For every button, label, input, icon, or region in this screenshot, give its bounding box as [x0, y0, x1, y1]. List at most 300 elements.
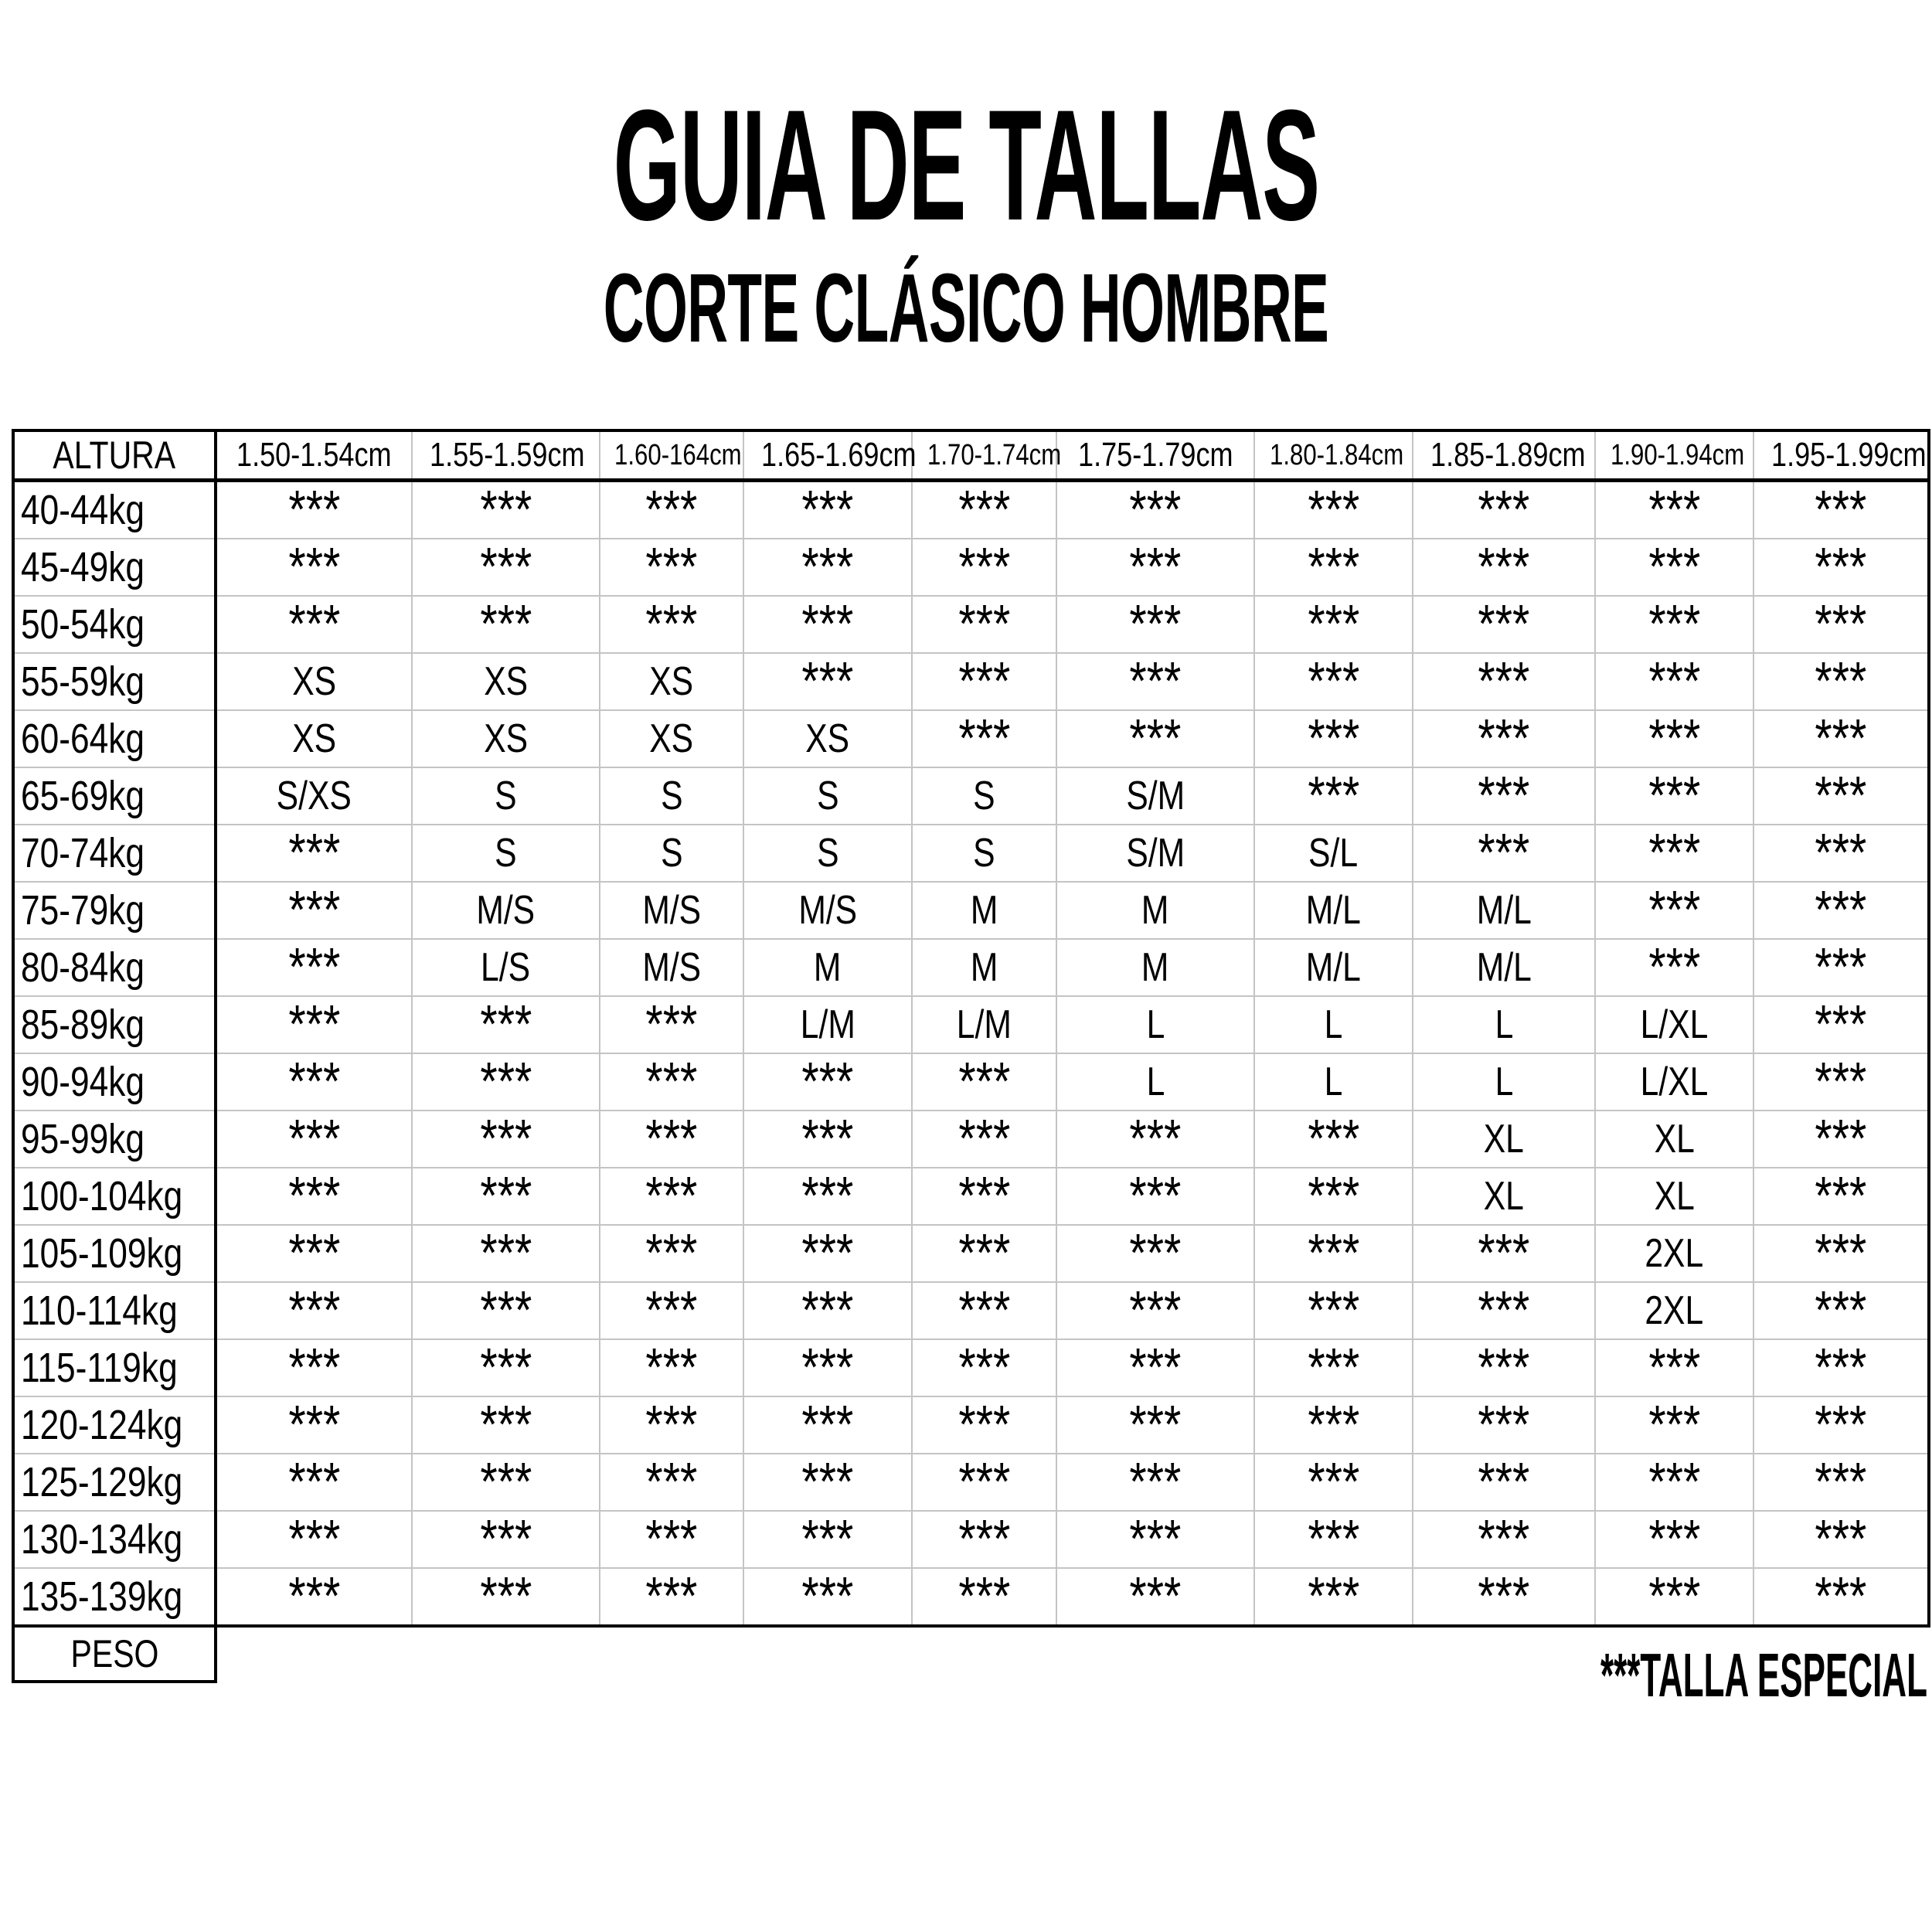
table-row [13, 1568, 1929, 1626]
special-size-marker: *** [1815, 708, 1867, 768]
table-row [13, 653, 1929, 710]
size-cell [1753, 939, 1929, 996]
weight-label: 55-59kg [21, 658, 145, 705]
size-cell [1254, 536, 1413, 597]
size-value: L/XL [1640, 1002, 1709, 1047]
special-size-marker: *** [1648, 1566, 1701, 1626]
size-cell [912, 1225, 1056, 1282]
size-value: XS [292, 716, 336, 761]
size-cell [216, 1568, 412, 1626]
special-size-marker: *** [1478, 1337, 1530, 1397]
special-size-marker: *** [1815, 1051, 1867, 1111]
size-cell [743, 1053, 912, 1111]
size-value: S [973, 831, 995, 876]
special-size-marker: *** [645, 1509, 698, 1569]
size-cell [1413, 822, 1595, 883]
special-size-marker: *** [479, 1509, 532, 1569]
table-row [13, 710, 1929, 767]
size-cell [1056, 939, 1254, 996]
size-cell [1595, 710, 1753, 767]
size-cell [1056, 882, 1254, 939]
weight-label: 110-114kg [21, 1287, 178, 1334]
size-value: M [814, 945, 842, 990]
height-header-label: 1.50-1.54cm [236, 436, 392, 474]
special-size-marker: *** [1307, 1223, 1360, 1283]
size-cell [1413, 1111, 1595, 1168]
size-cell [412, 1339, 600, 1396]
special-size-marker: *** [1129, 1394, 1182, 1454]
special-size-marker: *** [645, 1394, 698, 1454]
size-value: XL [1654, 1174, 1695, 1219]
size-cell [1753, 536, 1929, 597]
size-value: XS [484, 716, 528, 761]
size-cell [1595, 939, 1753, 996]
special-size-marker: *** [1815, 479, 1867, 539]
size-cell [600, 653, 743, 710]
size-cell [743, 1165, 912, 1226]
weight-row-header [13, 1111, 216, 1168]
special-size-marker: *** [957, 1051, 1011, 1111]
special-size-marker: *** [479, 994, 532, 1054]
special-size-marker: *** [1478, 708, 1530, 768]
special-size-marker: *** [479, 1451, 532, 1512]
size-value: XS [805, 716, 850, 761]
size-cell [1413, 596, 1595, 653]
height-header [1753, 430, 1929, 481]
size-cell [600, 1568, 743, 1626]
weight-row-header [13, 825, 216, 882]
size-cell [1254, 1053, 1413, 1111]
special-size-marker: *** [479, 536, 532, 597]
size-cell [1595, 1111, 1753, 1168]
weight-label: 120-124kg [21, 1402, 183, 1448]
size-cell [1595, 481, 1753, 539]
weight-label: 75-79kg [21, 887, 145, 934]
weight-label: 130-134kg [21, 1516, 183, 1563]
height-header-label: 1.95-1.99cm [1771, 436, 1927, 474]
special-size-marker: *** [1129, 1223, 1182, 1283]
special-size-marker: *** [479, 1108, 532, 1168]
size-cell [1056, 1225, 1254, 1282]
height-header-label: 1.85-1.89cm [1430, 436, 1586, 474]
special-size-marker: *** [957, 1165, 1011, 1226]
size-cell [216, 1511, 412, 1568]
size-cell [1753, 1451, 1929, 1512]
size-cell [1056, 767, 1254, 825]
size-value: S/M [1126, 774, 1185, 818]
height-header [912, 430, 1062, 481]
special-size-marker: *** [287, 1566, 341, 1626]
size-value: L [1495, 1002, 1513, 1047]
size-cell [412, 481, 600, 539]
special-size-marker: *** [1648, 594, 1701, 654]
size-cell [1056, 481, 1254, 539]
weight-row-header [13, 710, 216, 767]
size-cell [412, 710, 600, 767]
size-value: M [1141, 888, 1169, 933]
special-size-marker: *** [957, 594, 1011, 654]
size-cell [412, 1225, 600, 1282]
size-cell [216, 767, 412, 825]
size-value: L [1495, 1060, 1513, 1104]
size-cell [912, 882, 1056, 939]
size-cell [1753, 1282, 1929, 1339]
special-size-marker: *** [1815, 1509, 1867, 1569]
height-header [1254, 430, 1413, 481]
special-size-marker: *** [1307, 1394, 1360, 1454]
special-size-marker: *** [479, 594, 532, 654]
size-cell [216, 1108, 412, 1168]
size-cell [412, 1165, 600, 1226]
special-size-marker: *** [957, 1108, 1011, 1168]
size-cell [1595, 1339, 1753, 1396]
size-cell [1056, 1282, 1254, 1339]
header-row [13, 430, 1929, 481]
size-cell [216, 1053, 412, 1111]
special-size-marker: *** [287, 937, 341, 997]
size-cell [912, 1396, 1056, 1454]
special-size-marker: *** [1478, 822, 1530, 883]
size-cell [743, 996, 912, 1053]
weight-label: 40-44kg [21, 487, 145, 533]
weight-row-header [13, 1339, 216, 1396]
size-cell [1254, 481, 1413, 539]
special-size-marker: *** [1129, 708, 1182, 768]
special-size-marker: *** [1129, 1165, 1182, 1226]
weight-label: 105-109kg [21, 1230, 183, 1277]
table-row [13, 1282, 1929, 1339]
special-size-marker: *** [287, 1280, 341, 1340]
size-cell [1254, 939, 1413, 996]
special-size-marker: *** [1815, 994, 1867, 1054]
table-row [13, 596, 1929, 653]
special-size-marker: *** [1129, 1337, 1182, 1397]
size-cell [1595, 879, 1753, 940]
size-value: M/S [476, 888, 536, 933]
special-size-marker: *** [1815, 937, 1867, 997]
size-cell [216, 996, 412, 1053]
size-value: XS [649, 716, 694, 761]
size-value: M/S [642, 888, 701, 933]
size-cell [1254, 882, 1413, 939]
size-cell [216, 653, 412, 710]
size-cell [912, 710, 1056, 767]
special-size-marker: *** [1815, 651, 1867, 711]
size-value: M/L [1305, 888, 1362, 933]
special-size-marker: *** [1815, 765, 1867, 825]
size-cell [1056, 536, 1254, 597]
size-cell [912, 1451, 1056, 1512]
special-size-marker: *** [957, 1394, 1011, 1454]
weight-label: 85-89kg [21, 1002, 145, 1048]
special-size-marker: *** [1478, 765, 1530, 825]
size-cell [216, 1165, 412, 1226]
weight-row-header [13, 939, 216, 996]
table-row [13, 1111, 1929, 1168]
height-header [216, 430, 412, 481]
size-cell [1254, 1339, 1413, 1396]
special-size-marker: *** [287, 1223, 341, 1283]
size-value: S [495, 774, 517, 818]
size-cell [1056, 596, 1254, 653]
size-cell [1753, 1108, 1929, 1168]
size-cell [216, 879, 412, 940]
size-value: L/M [956, 1002, 1012, 1047]
weight-row-header [13, 653, 216, 710]
table-row [13, 1168, 1929, 1225]
size-cell [412, 536, 600, 597]
weight-row-header [13, 1568, 216, 1626]
size-cell [1595, 1282, 1753, 1339]
special-size-marker: *** [287, 1509, 341, 1569]
size-cell [1254, 1108, 1413, 1168]
special-size-marker: *** [801, 479, 854, 539]
size-cell [743, 481, 912, 539]
special-size-marker: *** [1815, 1337, 1867, 1397]
size-cell [216, 596, 412, 653]
special-size-marker: *** [645, 1451, 698, 1512]
size-cell [1595, 1225, 1753, 1282]
size-cell [1413, 1053, 1595, 1111]
size-cell [412, 1282, 600, 1339]
size-cell [1254, 710, 1413, 767]
special-size-marker: *** [1478, 594, 1530, 654]
size-cell [1595, 1568, 1753, 1626]
special-size-marker: *** [801, 1566, 854, 1626]
weight-label: 65-69kg [21, 773, 145, 819]
size-cell [216, 481, 412, 539]
size-value: XS [649, 659, 694, 704]
size-cell [1595, 1511, 1753, 1568]
size-cell [743, 882, 912, 939]
altura-corner-header [13, 430, 216, 481]
special-size-marker: *** [1307, 708, 1360, 768]
height-header-label: 1.90-1.94cm [1611, 438, 1745, 471]
size-cell [1413, 1225, 1595, 1282]
size-cell [1413, 536, 1595, 597]
special-size-marker: *** [1307, 536, 1360, 597]
size-cell [1595, 767, 1753, 825]
special-size-marker: *** [801, 1337, 854, 1397]
size-value: 2XL [1645, 1288, 1704, 1333]
size-cell [412, 1108, 600, 1168]
size-cell [912, 1568, 1056, 1626]
special-size-marker: *** [1478, 479, 1530, 539]
table-row [13, 1053, 1929, 1111]
special-size-marker: *** [287, 1108, 341, 1168]
special-size-marker: *** [287, 1165, 341, 1226]
size-cell [216, 1225, 412, 1282]
special-size-marker: *** [1129, 536, 1182, 597]
size-cell [412, 653, 600, 710]
special-size-marker: *** [1129, 1108, 1182, 1168]
size-cell [412, 767, 600, 825]
special-size-marker: *** [801, 1051, 854, 1111]
special-size-marker: *** [801, 1509, 854, 1569]
size-cell [600, 1511, 743, 1568]
size-cell [743, 1282, 912, 1339]
size-cell [912, 825, 1056, 882]
size-value: L [1146, 1002, 1165, 1047]
special-size-marker: *** [645, 994, 698, 1054]
special-size-marker: *** [1815, 536, 1867, 597]
size-cell [1413, 1339, 1595, 1396]
weight-label: 115-119kg [21, 1345, 178, 1391]
size-cell [912, 1108, 1056, 1168]
size-cell [600, 1396, 743, 1454]
special-size-marker: *** [479, 479, 532, 539]
size-value: M/S [642, 945, 701, 990]
special-size-marker: *** [1129, 594, 1182, 654]
size-cell [743, 1339, 912, 1396]
size-cell [1056, 1511, 1254, 1568]
special-size-marker: *** [957, 708, 1011, 768]
special-size-marker: *** [1129, 1566, 1182, 1626]
size-cell [1595, 536, 1753, 597]
special-size-marker: *** [1648, 1394, 1701, 1454]
special-size-marker: *** [1648, 1509, 1701, 1569]
size-cell [1595, 1053, 1753, 1111]
size-cell [600, 882, 743, 939]
size-cell [1753, 996, 1929, 1053]
special-size-marker: *** [1815, 1394, 1867, 1454]
size-cell [1413, 653, 1595, 710]
size-cell [600, 767, 743, 825]
table-row [13, 1454, 1929, 1511]
size-cell [216, 822, 412, 883]
special-size-marker: *** [1478, 651, 1530, 711]
special-size-marker: *** [1815, 594, 1867, 654]
footnote [1333, 1641, 1927, 1709]
height-header-label: 1.65-1.69cm [761, 436, 917, 474]
size-cell [1413, 767, 1595, 825]
size-cell [912, 767, 1056, 825]
special-size-marker: *** [957, 1337, 1011, 1397]
special-size-marker: *** [645, 1108, 698, 1168]
size-cell [1413, 1396, 1595, 1454]
size-cell [912, 653, 1056, 710]
special-size-marker: *** [645, 594, 698, 654]
size-value: S [973, 774, 995, 818]
size-value: M/L [1305, 945, 1362, 990]
special-size-marker: *** [1815, 1223, 1867, 1283]
weight-row-header [13, 1168, 216, 1225]
special-size-marker: *** [957, 1566, 1011, 1626]
special-size-marker: *** [801, 594, 854, 654]
size-cell [743, 1396, 912, 1454]
weight-row-header [13, 1454, 216, 1511]
weight-label: 95-99kg [21, 1116, 145, 1162]
size-cell [412, 939, 600, 996]
table-row [13, 1396, 1929, 1454]
table-row [13, 996, 1929, 1053]
size-value: S [495, 831, 517, 876]
page-title [0, 77, 1932, 253]
size-cell [412, 1451, 600, 1512]
size-cell [1254, 653, 1413, 710]
height-header [743, 430, 917, 481]
size-cell [216, 710, 412, 767]
size-cell [1595, 1396, 1753, 1454]
size-cell [1056, 1165, 1254, 1226]
special-size-marker: *** [287, 879, 341, 940]
height-header [600, 430, 743, 481]
size-cell [912, 1282, 1056, 1339]
size-guide-table [12, 429, 1930, 1683]
size-cell [912, 596, 1056, 653]
weight-row-header [13, 1053, 216, 1111]
size-cell [1753, 879, 1929, 940]
weight-label: 70-74kg [21, 830, 145, 876]
special-size-marker: *** [479, 1337, 532, 1397]
special-size-marker: *** [1307, 1280, 1360, 1340]
special-size-marker: *** [957, 536, 1011, 597]
size-value: 2XL [1645, 1231, 1704, 1276]
size-cell [412, 1511, 600, 1568]
size-cell [912, 1511, 1056, 1568]
size-value: L/XL [1640, 1060, 1709, 1104]
height-header [1056, 430, 1254, 481]
special-size-marker: *** [1478, 536, 1530, 597]
size-cell [1413, 481, 1595, 539]
size-cell [1056, 1451, 1254, 1512]
special-size-marker: *** [287, 1451, 341, 1512]
size-value: S [660, 774, 683, 818]
size-cell [1254, 996, 1413, 1053]
special-size-marker: *** [287, 1337, 341, 1397]
special-size-marker: *** [1648, 651, 1701, 711]
size-cell [1595, 1451, 1753, 1512]
size-cell [216, 1396, 412, 1454]
size-value: M [970, 888, 998, 933]
size-cell [1413, 710, 1595, 767]
special-size-marker: *** [957, 1509, 1011, 1569]
size-cell [600, 939, 743, 996]
size-cell [912, 1053, 1056, 1111]
special-size-marker: *** [1648, 1451, 1701, 1512]
height-header-label: 1.75-1.79cm [1077, 436, 1233, 474]
size-cell [1413, 1568, 1595, 1626]
special-size-marker: *** [1307, 479, 1360, 539]
special-size-marker: *** [645, 536, 698, 597]
weight-row-header [13, 1396, 216, 1454]
size-cell [1056, 1108, 1254, 1168]
special-size-marker: *** [1478, 1394, 1530, 1454]
weight-label: 80-84kg [21, 944, 145, 991]
size-cell [1254, 1282, 1413, 1339]
table-row [13, 939, 1929, 996]
size-cell [743, 825, 912, 882]
size-value: S [816, 774, 839, 818]
size-cell [1254, 1396, 1413, 1454]
height-header-label: 1.70-1.74cm [927, 438, 1062, 471]
size-cell [1595, 596, 1753, 653]
table-row [13, 767, 1929, 825]
table-row [13, 481, 1929, 539]
size-cell [743, 536, 912, 597]
size-cell [1753, 1511, 1929, 1568]
size-cell [743, 1451, 912, 1512]
weight-row-header [13, 1511, 216, 1568]
special-size-marker: *** [287, 1051, 341, 1111]
size-cell [600, 481, 743, 539]
special-size-marker: *** [1815, 1566, 1867, 1626]
special-size-marker: *** [1129, 479, 1182, 539]
size-cell [1595, 1168, 1753, 1225]
size-cell [1254, 767, 1413, 825]
table-row [13, 1339, 1929, 1396]
size-value: M/S [798, 888, 857, 933]
